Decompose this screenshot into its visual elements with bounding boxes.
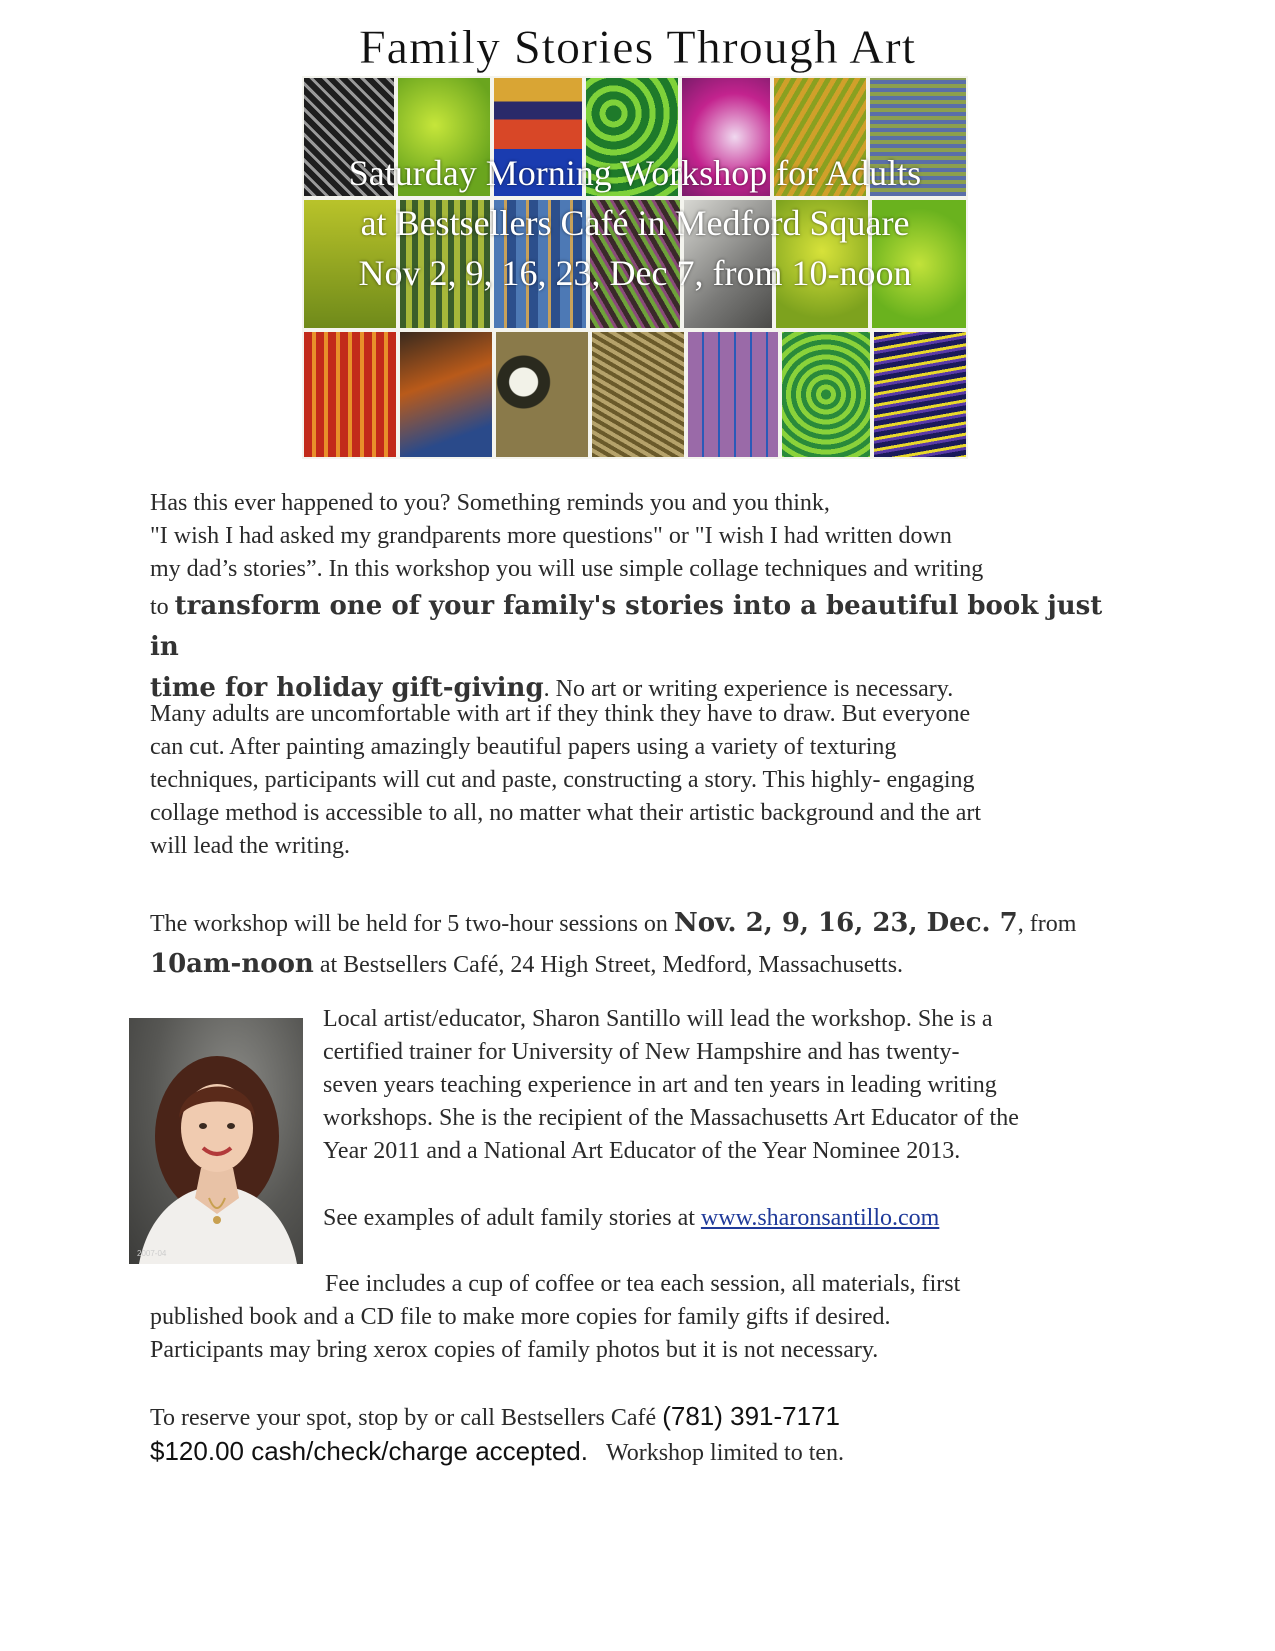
bio-line: workshops. She is the recipient of the Massachusetts Art Educator of the [323, 1105, 1019, 1131]
banner-line-1: Saturday Morning Workshop for Adults [348, 153, 922, 193]
fee-paragraph [150, 1268, 1130, 1367]
website-link[interactable]: www.sharonsantillo.com [700, 1205, 940, 1231]
page-title: Family Stories Through Art [358, 21, 917, 74]
intro-line: my dad’s stories”. In this workshop you will use simple collage techniques and writing [150, 556, 984, 582]
bio-line: seven years teaching experience in art and ten years in leading writing [323, 1072, 997, 1098]
collage-tile [302, 330, 398, 459]
method-paragraph [150, 698, 1130, 863]
method-line: collage method is accessible to all, no matter what their artistic background and the art [150, 800, 982, 826]
collage-tile [494, 330, 590, 459]
highlight-text: time for holiday gift-giving [150, 673, 544, 703]
collage-banner-image [302, 76, 968, 459]
collage-tile [590, 330, 686, 459]
bio-line: Local artist/educator, Sharon Santillo will lead the workshop. She is a [323, 1006, 993, 1032]
collage-tile [686, 330, 780, 459]
intro-line: "I wish I had asked my grandparents more questions" or "I wish I had written down [150, 523, 952, 549]
instructor-photo [129, 1018, 303, 1264]
fee-line: Participants may bring xerox copies of family photos but it is not necessary. [150, 1337, 879, 1363]
phone-number: (781) 391-7171 [662, 1401, 841, 1431]
session-time: 10am-noon [150, 949, 314, 979]
bio-paragraph [323, 1003, 1123, 1168]
method-line: techniques, participants will cut and paste, constructing a story. This highly- engaging [150, 767, 975, 793]
limit-text: Workshop limited to ten. [605, 1440, 845, 1466]
reserve-paragraph: To reserve your spot, stop by or call Bestsellers Café (781) 391-7171 $120.00 cash/check/charge accepted. Workshop limited to ten. [150, 1401, 845, 1466]
method-line: Many adults are uncomfortable with art if they think they have to draw. But everyone [150, 701, 971, 727]
session-dates: Nov. 2, 9, 16, 23, Dec. 7 [673, 908, 1018, 938]
fee-line: Fee includes a cup of coffee or tea each session, all materials, first [325, 1271, 961, 1297]
portrait-illustration [129, 1018, 303, 1264]
collage-tile [398, 330, 494, 459]
method-line: will lead the writing. [150, 833, 350, 859]
bio-line: certified trainer for University of New Hampshire and has twenty- [323, 1039, 960, 1065]
collage-tile [872, 330, 968, 459]
fee-line: published book and a CD file to make more copies for family gifts if desired. [150, 1304, 891, 1330]
intro-paragraph [150, 487, 1130, 709]
bio-line: Year 2011 and a National Art Educator of the Year Nominee 2013. [323, 1138, 961, 1164]
examples-line: See examples of adult family stories at www.sharonsantillo.com [323, 1205, 940, 1231]
banner-line-2: at Bestsellers Café in Medford Square [360, 203, 910, 243]
intro-line: time for holiday gift-giving. No art or writing experience is necessary. [150, 673, 954, 703]
banner-line-3: Nov 2, 9, 16, 23, Dec 7, from 10-noon [358, 253, 912, 293]
banner-text [302, 148, 968, 298]
intro-line: to transform one of your family's stories into a beautiful book just in [150, 591, 1103, 662]
collage-tile [780, 330, 872, 459]
schedule-paragraph: The workshop will be held for 5 two-hour sessions on Nov. 2, 9, 16, 23, Dec. 7, from 10am-noon at Bestsellers Café, 24 High Street, Medford, Massachusetts. [150, 908, 1077, 979]
photo-caption: 2007-04 [137, 1249, 167, 1258]
price-text: $120.00 cash/check/charge accepted. [150, 1436, 588, 1466]
method-line: can cut. After painting amazingly beautiful papers using a variety of texturing [150, 734, 897, 760]
highlight-text: transform one of your family's stories into a beautiful book just in [150, 591, 1103, 662]
intro-line: Has this ever happened to you? Something reminds you and you think, [150, 490, 830, 516]
